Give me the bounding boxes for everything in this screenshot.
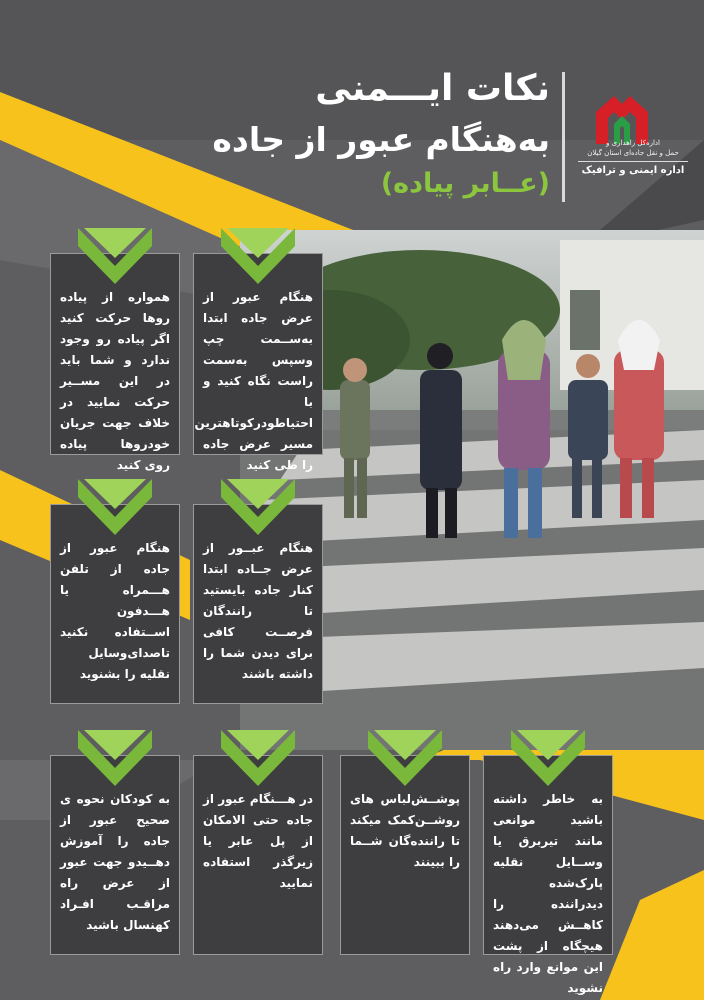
chevron-down-icon (221, 730, 295, 786)
tip-text-7: در هـــنگام عبور از جاده حتی الامکان از پل عابر یا زیرگذر استفاده نمایید (203, 792, 313, 890)
organization-line-1: اداره‌کل راهداری و (605, 139, 660, 147)
organization-block (572, 138, 694, 176)
chevron-down-icon (368, 730, 442, 786)
tip-text-2: همواره از پیاده روها حرکت کنید اگر پیاده رو وجود ندارد و شما باید در این مســیر حرکت نمایید در خلاف جهت جریان خودروها پیاده روی کنید (60, 290, 170, 472)
tip-text-5: به خاطر داشته باشید موانعی مانند تیربرق یا وســایل نقلیه پارک‌شده دیدراننده را کاهــش می‌دهند هیچگاه از پشت این موانع وارد راه نشوید (493, 792, 603, 995)
chevron-down-icon (78, 730, 152, 786)
chevron-down-icon (221, 479, 295, 535)
organization-line-2: حمل و نقل جاده‌ای استان گیلان (587, 149, 679, 157)
subtitle: (عــابر پیاده) (380, 168, 550, 199)
organization-divider (578, 161, 688, 162)
tip-text-3: هنگام عبــور از عرض جــاده ابتدا کنار جاده بایستید تا رانندگان فرصــت کافی برای دیدن شما را داشته باشند (203, 541, 313, 681)
title-line-1: نکات ایـــمنی (315, 68, 550, 109)
title-line-2: به‌هنگام عبور از جاده (212, 120, 550, 159)
chevron-down-icon (511, 730, 585, 786)
tip-text-1: هنگام عبور از عرض جاده ابتدا به‌ســمت چپ وسپس به‌سمت راست نگاه کنید و با احتیاطودرکوتاهترین مسیر عرض جاده را طی کنید (194, 290, 313, 472)
chevron-down-icon (78, 228, 152, 284)
tip-text-6: پوشــش‌لباس های روشــن‌کمک میکند تا راننده‌گان شــما را ببینند (350, 792, 460, 869)
department-name: اداره ایمنی و ترافیک (581, 165, 685, 176)
tip-text-8: به کودکان نحوه ی صحیح عبور از جاده را آموزش دهــیدو جهت عبور از عرض راه مراقـب افـراد کهنسال باشید (60, 792, 170, 932)
tip-text-4: هنگام عبور از جاده از تلفن هـــمراه یا هـــدفون اســتفاده نکنید تاصدای‌وسایل نقلیه را بشنوید (60, 541, 170, 681)
chevron-down-icon (221, 228, 295, 284)
header-divider (562, 72, 565, 202)
chevron-down-icon (78, 479, 152, 535)
